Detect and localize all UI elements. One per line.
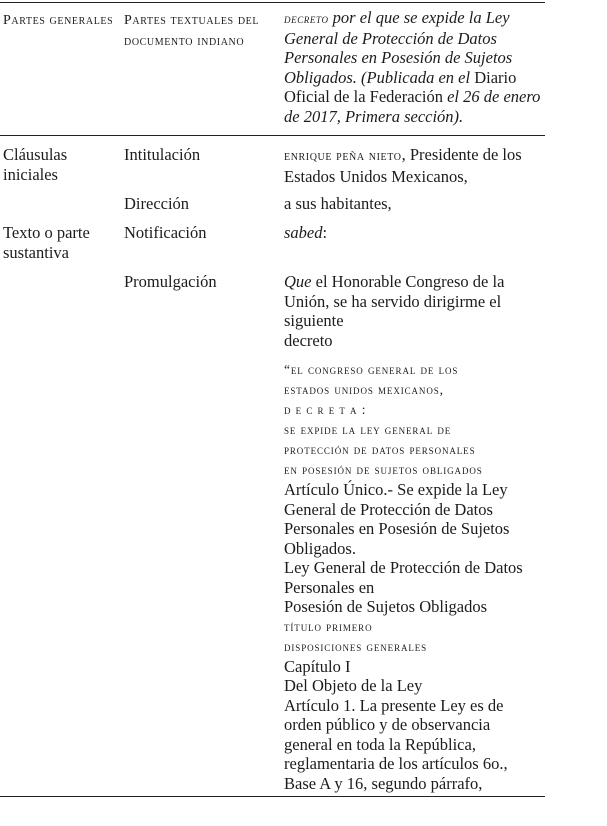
decree-line: Ley General de Protección de Datos [284, 558, 523, 577]
decree-line: Obligados. [284, 538, 356, 558]
decree-line: Del Objeto de la Ley [284, 676, 423, 695]
decree-caps-line: título primero [284, 618, 373, 634]
header-decreto: decreto [284, 11, 329, 26]
decree-line: Base A y 16, segundo párrafo, [284, 773, 483, 793]
decree-caps-line: protección de datos personales [284, 442, 476, 457]
header-col-textual: Partes textuales del documento indiano [124, 13, 260, 49]
header-diario: Diario Oficial de la Federación [284, 67, 517, 106]
header-col-general: Partes generales [3, 13, 114, 28]
promulgacion-line-0: el Honorable Congreso de la [315, 272, 505, 291]
part-promulgacion: Promulgación [124, 272, 217, 291]
decree-caps-line: en posesión de sujetos obligados [284, 462, 483, 477]
decree-caps-line: “el congreso general de los [284, 362, 459, 377]
intitulacion-rest: , Presidente de los Estados Unidos Mexicanos, [284, 145, 522, 186]
decree-line: orden público y de observancia [284, 715, 491, 734]
decree-line: Artículo 1. La presente Ley es de [284, 695, 504, 715]
notificacion-colon: : [322, 223, 328, 242]
header-desc-1: por el que se expide la Ley General de Protección de Datos Personales en Posesión de Sujetos Obligados. (Publicada en el [284, 8, 513, 87]
part-direccion: Dirección [124, 194, 190, 213]
header-col-document [284, 8, 546, 126]
top-rule [0, 2, 545, 3]
decree-line: Personales en [284, 577, 375, 597]
general-clausulas: Cláusulas iniciales [3, 145, 68, 184]
header-desc-2: el 26 de enero de 2017, Primera sección). [284, 87, 541, 126]
promulgacion-line-1: Unión, se ha servido dirigirme el [284, 291, 502, 311]
que-word: Que [284, 272, 312, 291]
promulgacion-line-2: siguiente [284, 311, 344, 330]
part-intitulacion: Intitulación [124, 145, 201, 164]
decree-caps-line: estados unidos mexicanos, [284, 382, 444, 397]
decree-caps-line: d e c r e t a : [284, 402, 367, 417]
decree-line: Capítulo I [284, 656, 351, 676]
decree-caps-line: se expide la ley general de [284, 422, 452, 437]
part-notificacion: Notificación [124, 223, 207, 242]
text-direccion: a sus habitantes, [284, 194, 392, 213]
decree-block [284, 360, 546, 793]
text-promulgacion [284, 272, 546, 350]
decree-line: general en toda la República, [284, 734, 476, 754]
decree-line: General de Protección de Datos [284, 499, 493, 519]
promulgacion-line-3: decreto [284, 330, 333, 350]
text-intitulacion [284, 145, 546, 187]
sabed: sabed [284, 223, 323, 242]
bottom-rule [0, 796, 545, 797]
decree-line: Posesión de Sujetos Obligados [284, 597, 488, 616]
text-notificacion [284, 223, 546, 243]
decree-line: Personales en Posesión de Sujetos [284, 519, 510, 538]
decree-line: reglamentaria de los artículos 6o., [284, 754, 508, 773]
name-presidente: enrique peña nieto [284, 149, 402, 164]
decree-caps-line: disposiciones generales [284, 638, 428, 654]
decree-line: Artículo Único.- Se expide la Ley [284, 480, 508, 499]
general-texto: Texto o parte sustantiva [3, 223, 90, 262]
header-rule [0, 135, 545, 136]
